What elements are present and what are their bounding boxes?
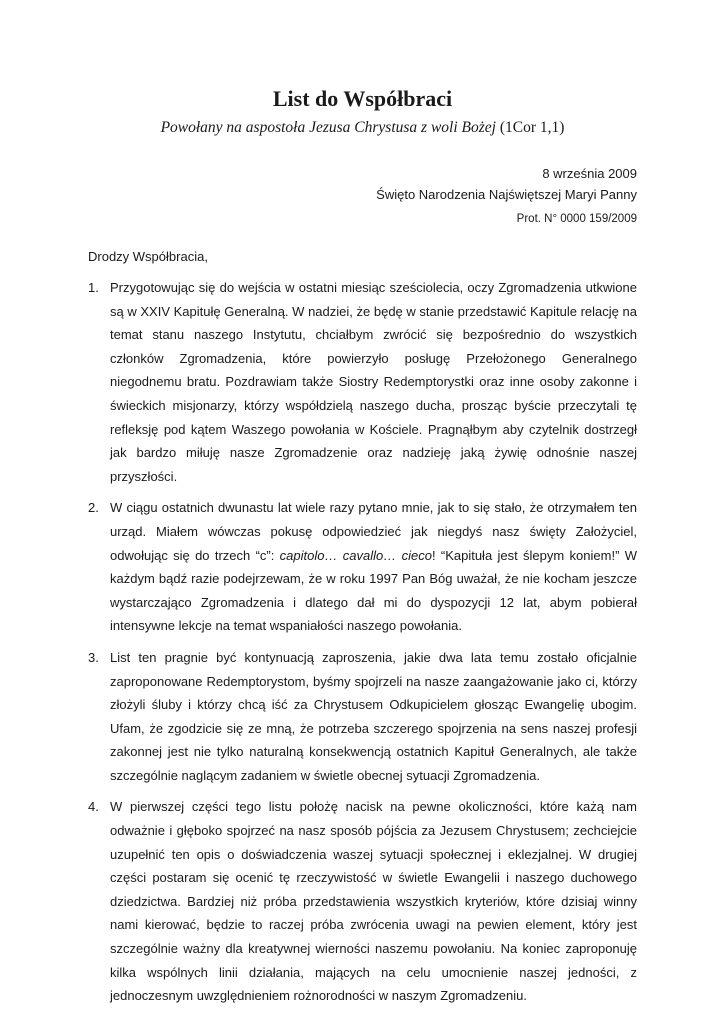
protocol-number: Prot. N° 0000 159/2009 xyxy=(516,213,637,225)
paragraph-text-italic: capitolo… cavallo… cieco xyxy=(279,547,432,563)
paragraph-text-part-b: ! “Kapituła jest ślepym koniem!” W każdym bądź razie podejrzewam, że w roku 1997 Pan Bóg uważał, że nie kocham jeszcze wystarczająco Zgromadzenia i dlatego dał mi do dyspozycji 12 lat, abym pobierał intensywne lekcje na temat wspaniałości naszego powołania. xyxy=(110,547,637,634)
paragraph-3 xyxy=(88,646,637,788)
paragraph-text: W pierwszej części tego listu położę nacisk na pewne okoliczności, które każą nam odważnie i głęboko spojrzeć na nasz sposób pójścia za Jezusem Chrystusem; zechciejcie uzupełnić ten opis o doświadczenia waszej sytuacji społecznej i eklezjalnej. W drugiej części postaram się ocenić tę rzeczywistość w świetle Ewangelii i naszego duchowego dziedzictwa. Bardziej niż próba przedstawienia wszystkich kryteriów, które dzisiaj winny nami kierować, będzie to raczej próba zwrócenia uwagi na pewien element, który jest szczególnie ważny dla kreatywnej wierności naszemu powołaniu. Na koniec zaproponuję kilka wspólnych linii działania, mających na celu umocnienie naszej jedności, z jednoczesnym uwzględnieniem rożnorodności w naszym Zgromadzeniu. xyxy=(110,799,637,1004)
paragraph-text: Przygotowując się do wejścia w ostatni miesiąc sześciolecia, oczy Zgromadzenia utkwione są w XXIV Kapitułę Generalną. W nadziei, że będę w stanie przedstawić Kapitule relację na temat stanu naszego Instytutu, chciałbym zwrócić się bezpośrednio do wszystkich członków Zgromadzenia, które powierzyło posługę Przełożonego Generalnego niegodnemu bratu. Pozdrawiam także Siostry Redemptorystki oraz inne osoby zakonne i świeckich misjonarzy, którzy współdzielą naszego ducha, prosząc byście przeczytali tę refleksję pod kątem Waszego powołania w Kościele. Pragnąłbym aby czytelnik dostrzegł jak bardzo miłuję nasze Zgromadzenie oraz nadzieję jaką żywię odnośnie naszej przyszłości. xyxy=(110,280,637,484)
subtitle-italic: Powołany na aspostoła Jezusa Chrystusa z woli Bożej xyxy=(160,119,496,136)
paragraph-4 xyxy=(88,795,637,1007)
paragraph-text: List ten pragnie być kontynuacją zaproszenia, jakie dwa lata temu zostało oficjalnie zaproponowane Redemptorystom, byśmy spojrzeli na nasze zaangażowanie jako ci, którzy złożyli śluby i którzy chcą iść za Chrystusem Odkupicielem głosząc Ewangelię ubogim. Ufam, że zgodzicie się ze mną, że potrzeba szczerego spojrzenia na sens naszej profesji zakonnej jest nie tylko naturalną konsekwencją ostatnich Kapituł Generalnych, ale także szczególnie naglącym zadaniem w świetle obecnej sytuacji Zgromadzenia. xyxy=(110,649,637,783)
paragraph-list xyxy=(88,276,637,1016)
date-block xyxy=(376,163,637,205)
subtitle-reference: (1Cor 1,1) xyxy=(495,119,565,136)
paragraph-number: 4. xyxy=(88,799,99,815)
letter-date: 8 września 2009 xyxy=(542,166,637,181)
document-subtitle xyxy=(88,118,637,138)
paragraph-1 xyxy=(88,276,637,488)
document-title: List do Współbraci xyxy=(272,86,453,111)
paragraph-number: 1. xyxy=(88,280,99,295)
paragraph-number: 3. xyxy=(88,649,99,665)
paragraph-2 xyxy=(88,496,637,638)
paragraph-text-part-a: W ciągu ostatnich dwunastu lat wiele razy pytano mnie, jak to się stało, że otrzymałem ten urząd. Miałem wówczas pokusę odpowiedzieć jak niegdyś nasz święty Założyciel, odwołując się do trzech “c”: xyxy=(110,500,637,563)
paragraph-number: 2. xyxy=(88,500,99,516)
feast-day: Święto Narodzenia Najświętszej Maryi Panny xyxy=(376,187,637,202)
greeting: Drodzy Współbracia, xyxy=(88,249,208,264)
